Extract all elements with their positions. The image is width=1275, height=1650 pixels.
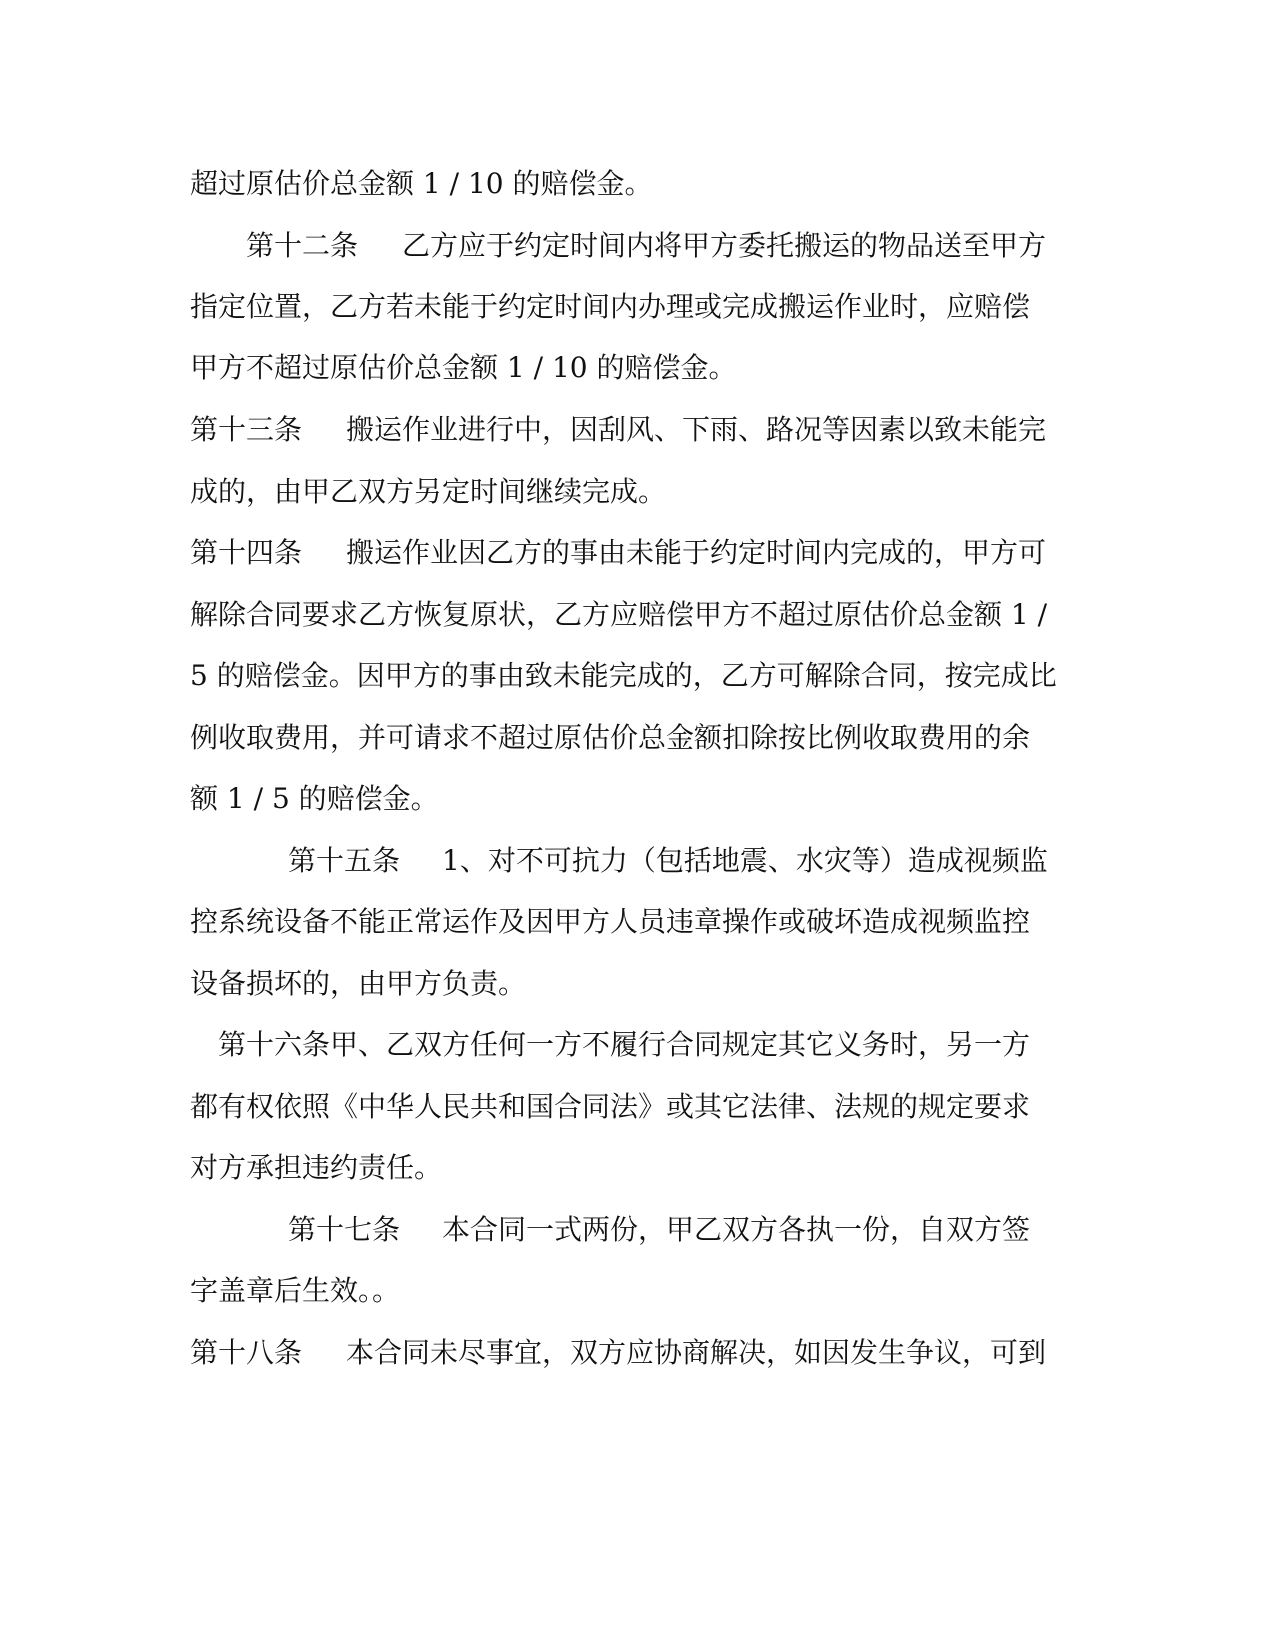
text-line: 控系统设备不能正常运作及因甲方人员违章操作或破坏造成视频监控 [190, 905, 1031, 938]
article-15-line: 第十五条 1、对不可抗力（包括地震、水灾等）造成视频监 [288, 844, 1048, 877]
article-18-heading: 第十八条 [190, 1336, 303, 1369]
text-line: 额 1 / 5 的赔偿金。 [190, 782, 439, 815]
text-line: 设备损坏的，由甲方负责。 [190, 967, 527, 1000]
text-line: 都有权依照《中华人民共和国合同法》或其它法律、法规的规定要求 [190, 1090, 1031, 1123]
text-line: 甲方不超过原估价总金额 1 / 10 的赔偿金。 [190, 351, 737, 384]
article-14-line: 第十四条 搬运作业因乙方的事由未能于约定时间内完成的，甲方可 [190, 536, 1047, 569]
article-12-heading: 第十二条 [246, 229, 359, 262]
article-14-heading: 第十四条 [190, 536, 303, 569]
text-line: 5 的赔偿金。因甲方的事由致未能完成的，乙方可解除合同，按完成比 [190, 659, 1057, 692]
text-line: 成的，由甲乙双方另定时间继续完成。 [190, 475, 667, 508]
text-line: 指定位置，乙方若未能于约定时间内办理或完成搬运作业时，应赔偿 [190, 290, 1031, 323]
text-line: 对方承担违约责任。 [190, 1151, 443, 1184]
text-line: 解除合同要求乙方恢复原状，乙方应赔偿甲方不超过原估价总金额 1 / [190, 598, 1048, 631]
article-12-line: 第十二条 乙方应于约定时间内将甲方委托搬运的物品送至甲方 [246, 229, 1047, 262]
article-17-heading: 第十七条 [288, 1213, 401, 1246]
text-line: 超过原估价总金额 1 / 10 的赔偿金。 [190, 167, 653, 200]
text-line: 例收取费用，并可请求不超过原估价总金额扣除按比例收取费用的余 [190, 721, 1031, 754]
article-13-line: 第十三条 搬运作业进行中，因刮风、下雨、路况等因素以致未能完 [190, 413, 1047, 446]
article-17-line: 第十七条 本合同一式两份，甲乙双方各执一份，自双方签 [288, 1213, 1031, 1246]
article-13-heading: 第十三条 [190, 413, 303, 446]
article-18-line: 第十八条 本合同未尽事宜，双方应协商解决，如因发生争议，可到 [190, 1336, 1047, 1369]
article-16-line: 第十六条甲、乙双方任何一方不履行合同规定其它义务时，另一方 [218, 1028, 1031, 1061]
article-15-heading: 第十五条 [288, 844, 401, 877]
text-line: 字盖章后生效。。 [190, 1274, 401, 1307]
